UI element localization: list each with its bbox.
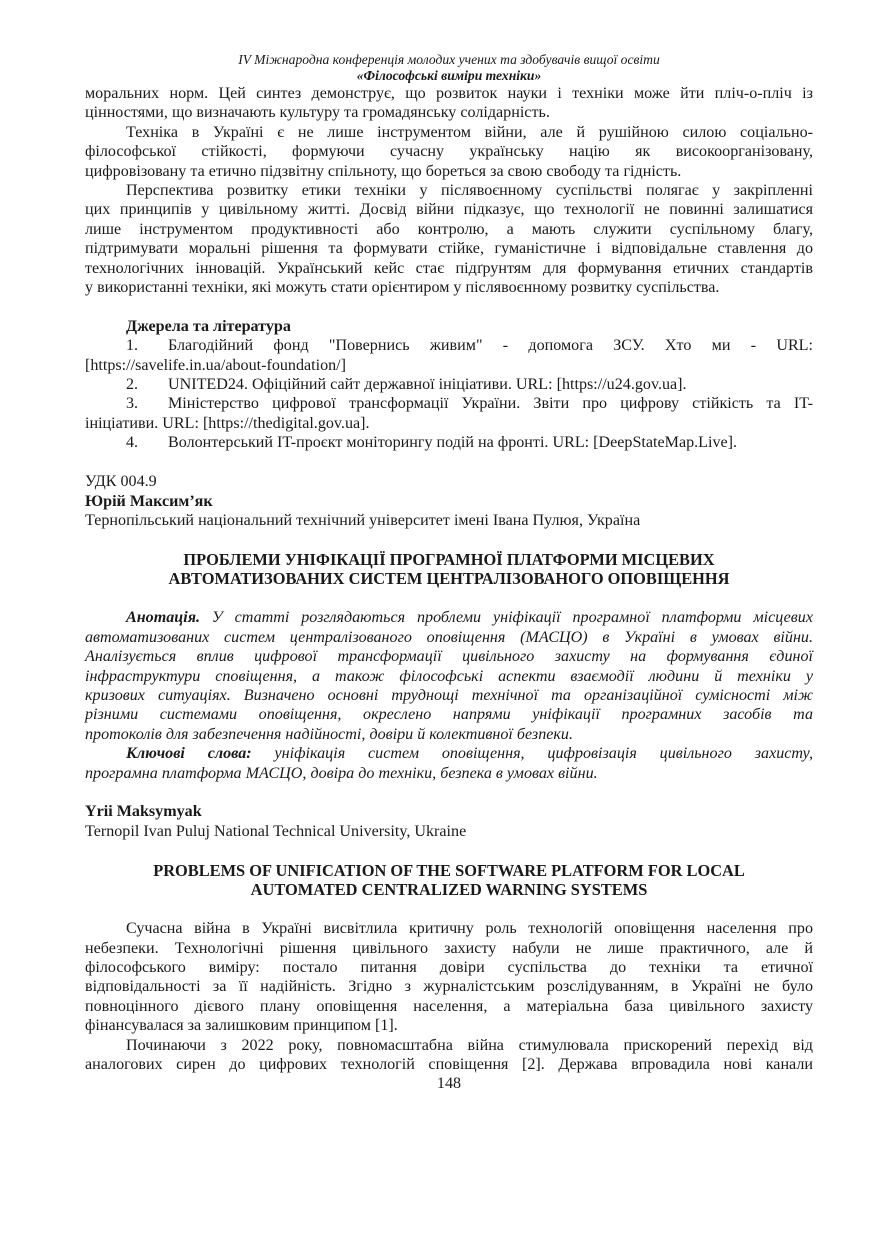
article-title-ua <box>85 550 813 589</box>
affiliation-en: Ternopil Ivan Puluj National Technical University, Ukraine <box>85 822 467 840</box>
reference-number: 3. <box>126 395 139 413</box>
text-line: небезпеки. Технологічні рішення цивільного захисту набули не лише практичного, але й <box>85 939 813 957</box>
text-line: філософського виміру: постало питання довіри суспільства до техніки та етичної <box>85 958 813 976</box>
text-line: автоматизованих систем централізованого оповіщення (МАСЦО) в Україні в умовах війни. <box>85 628 813 646</box>
reference-number: 1. <box>126 337 139 355</box>
text-line: філософської стійкості, формуючи сучасну українську націю як високоорганізовану, <box>85 143 813 161</box>
text-line: підтримувати моральні рішення та формувати стійке, гуманістичне і відповідальне ставлення до <box>85 240 813 258</box>
references-heading: Джерела та література <box>126 317 291 335</box>
spacer <box>85 841 813 860</box>
text-line: Аналізується вплив цифрової трансформації цивільного захисту на формування єдиної <box>85 648 813 666</box>
reference-item <box>85 375 813 394</box>
title-line: PROBLEMS OF UNIFICATION OF THE SOFTWARE PLATFORM FOR LOCAL <box>153 860 745 880</box>
text-line: цих принципів у цивільному житті. Досвід війни підказує, що технології не повинні залишатися <box>85 201 813 219</box>
text-line: повноцінного дієвого плану оповіщення населення, а матеріальна база цивільного захисту <box>85 997 813 1015</box>
body-paragraph <box>85 1036 813 1075</box>
text-line <box>85 744 813 763</box>
text-line: лише інструментом продуктивності або контролю, а мають служити суспільному благу, <box>85 220 813 238</box>
text-line <box>85 394 813 413</box>
text-line: аналогових сирен до цифрових технологій сповіщення [2]. Держава впровадила нові канали <box>85 1055 813 1073</box>
reference-number: 2. <box>126 376 139 394</box>
running-head <box>85 52 813 84</box>
spacer <box>85 297 813 316</box>
reference-number: 4. <box>126 434 139 452</box>
author-name-ua: Юрій Максим’як <box>85 492 213 510</box>
text-line: кризових ситуаціях. Визначено основні труднощі технічної та організаційної сумісності між <box>85 686 813 704</box>
text-line: відповідальності за її надійність. Згідно з журналістським розслідуванням, в Україні не було <box>85 978 813 996</box>
intro-paragraph <box>85 123 813 181</box>
article-title-en <box>85 861 813 900</box>
text-line <box>85 336 813 355</box>
abstract-label: Анотація. <box>126 609 201 627</box>
reference-item <box>85 433 813 452</box>
text-line: моральних норм. Цей синтез демонструє, що розвиток науки і техніки може йти пліч-о-пліч із <box>85 85 813 102</box>
reference-text: Благодійний фонд "Повернись живим" - допомога ЗСУ. Хто ми - URL: <box>168 337 813 355</box>
title-line: AUTOMATED CENTRALIZED WARNING SYSTEMS <box>250 880 648 900</box>
title-line: ПРОБЛЕМИ УНІФІКАЦІЇ ПРОГРАМНОЇ ПЛАТФОРМИ МІСЦЕВИХ <box>183 549 715 569</box>
text-line: Перспектива розвитку етики техніки у післявоєнному суспільстві полягає у закріпленні <box>126 182 813 200</box>
affiliation-ua: Тернопільський національний технічний університет імені Івана Пулюя, Україна <box>85 511 641 529</box>
keywords <box>85 744 813 783</box>
document-page <box>85 52 813 1094</box>
text-line: цінностями, що визначають культуру та громадянську солідарність. <box>85 104 550 122</box>
author-name-en: Yrii Maksymyak <box>85 803 202 821</box>
text-line <box>85 608 813 627</box>
intro-paragraph <box>85 84 813 123</box>
reference-text: Волонтерський IT-проєкт моніторингу подій на фронті. URL: [DeepStateMap.Live]. <box>168 434 738 452</box>
text-line: інфраструктури сповіщення, а також філософські аспекти взаємодії людини й техніки у <box>85 667 813 685</box>
text-line: Сучасна війна в Україні висвітлила критичну роль технологій оповіщення населення про <box>126 920 813 938</box>
abstract-text: У статті розглядаються проблеми уніфікації програмної платформи місцевих <box>211 609 813 627</box>
reference-text: UNITED24. Офіційний сайт державної ініціативи. URL: [https://u24.gov.ua]. <box>168 376 687 394</box>
keywords-text: уніфікація систем оповіщення, цифровізація цивільного захисту, <box>274 745 813 763</box>
reference-url: ініціативи. URL: [https://thedigital.gov.ua]. <box>85 414 370 432</box>
text-line: протоколів для забезпечення надійності, довіри й колективної безпеки. <box>85 725 573 743</box>
spacer <box>85 453 813 472</box>
reference-item <box>85 394 813 433</box>
keywords-label: Ключові слова: <box>126 745 252 763</box>
text-line: технологічних інновацій. Український кейс стає підґрунтям для формування етичних стандартів <box>85 259 813 277</box>
text-line: фінансувалася за залишковим принципом [1]. <box>85 1017 398 1035</box>
conference-title: «Філософські виміри техніки» <box>356 68 542 83</box>
text-line: Починаючи з 2022 року, повномасштабна війна стимулювала прискорений перехід від <box>126 1036 813 1054</box>
udc-code: УДК 004.9 <box>85 473 157 491</box>
spacer <box>85 783 813 802</box>
text-line: різними системами оповіщення, окреслено напрями уніфікації програмних засобів та <box>85 706 813 724</box>
spacer <box>85 900 813 919</box>
spacer <box>85 589 813 608</box>
conference-name: IV Міжнародна конференція молодих учених та здобувачів вищої освіти <box>238 52 660 67</box>
text-line: у використанні техніки, які можуть стати орієнтиром у післявоєнному розвитку суспільства. <box>85 279 720 297</box>
text-line: цифровізовану та етично підзвітну спільноту, що бореться за свою свободу та гідність. <box>85 162 682 180</box>
reference-text: Міністерство цифрової трансформації України. Звіти про цифрову стійкість та IT- <box>168 395 813 413</box>
text-line <box>85 375 813 394</box>
text-line <box>85 433 813 452</box>
text-line: програмна платформа МАСЦО, довіра до техніки, безпека в умовах війни. <box>85 764 598 782</box>
abstract <box>85 608 813 744</box>
spacer <box>85 530 813 549</box>
references-section <box>85 317 813 453</box>
reference-item <box>85 336 813 375</box>
text-line: Техніка в Україні є не лише інструментом війни, але й рушійною силою соціально- <box>126 123 813 141</box>
intro-paragraph <box>85 181 813 297</box>
reference-url: [https://savelife.in.ua/about-foundation/] <box>85 356 347 374</box>
title-line: АВТОМАТИЗОВАНИХ СИСТЕМ ЦЕНТРАЛІЗОВАНОГО ОПОВІЩЕННЯ <box>168 569 730 589</box>
page-number: 148 <box>436 1075 462 1093</box>
body-paragraph <box>85 919 813 1035</box>
